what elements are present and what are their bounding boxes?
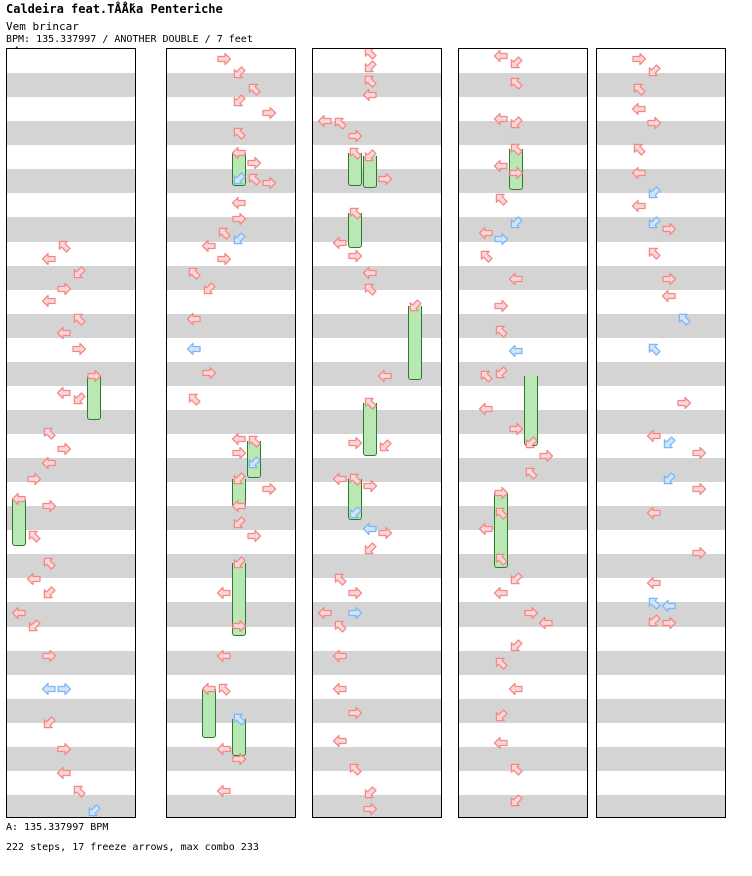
- note-arrow-right: [347, 705, 363, 721]
- note-arrow-down: [362, 541, 378, 557]
- note-arrow-up: [231, 125, 247, 141]
- note-arrow-down: [493, 708, 509, 724]
- note-arrow-left: [631, 165, 647, 181]
- note-arrow-up: [478, 248, 494, 264]
- note-arrow-left: [41, 681, 57, 697]
- note-arrow-left: [11, 491, 27, 507]
- note-arrow-up: [332, 571, 348, 587]
- chart-column-4[interactable]: [596, 48, 726, 818]
- note-arrow-up: [246, 81, 262, 97]
- note-arrow-right: [508, 165, 524, 181]
- note-arrow-down: [646, 613, 662, 629]
- note-arrow-right: [231, 211, 247, 227]
- note-arrow-up: [216, 681, 232, 697]
- note-arrow-left: [41, 293, 57, 309]
- note-arrow-left: [493, 158, 509, 174]
- note-arrow-left: [362, 87, 378, 103]
- note-arrow-right: [347, 605, 363, 621]
- note-arrow-down: [661, 471, 677, 487]
- note-arrow-right: [676, 395, 692, 411]
- note-arrow-right: [538, 448, 554, 464]
- note-arrow-left: [332, 733, 348, 749]
- note-arrow-up: [631, 141, 647, 157]
- chart-column-0[interactable]: [6, 48, 136, 818]
- note-arrow-left: [216, 648, 232, 664]
- note-arrow-right: [41, 648, 57, 664]
- note-arrow-right: [523, 605, 539, 621]
- freeze-arrow-tail: [348, 241, 362, 248]
- note-arrow-right: [231, 751, 247, 767]
- note-arrow-left: [332, 471, 348, 487]
- note-arrow-right: [71, 341, 87, 357]
- note-arrow-right: [56, 281, 72, 297]
- note-arrow-up: [646, 595, 662, 611]
- note-arrow-right: [362, 478, 378, 494]
- note-arrow-down: [231, 93, 247, 109]
- freeze-arrow-tail: [87, 413, 101, 420]
- freeze-arrow-tail: [202, 731, 216, 738]
- note-arrow-up: [26, 528, 42, 544]
- note-arrow-down: [508, 793, 524, 809]
- note-arrow-up: [231, 711, 247, 727]
- measure-band: [7, 169, 135, 193]
- note-arrow-left: [186, 341, 202, 357]
- note-arrow-up: [493, 191, 509, 207]
- note-arrow-left: [56, 385, 72, 401]
- note-arrow-up: [508, 141, 524, 157]
- note-arrow-up: [347, 205, 363, 221]
- note-arrow-up: [493, 551, 509, 567]
- note-arrow-left: [493, 48, 509, 64]
- note-arrow-down: [646, 63, 662, 79]
- note-arrow-up: [216, 225, 232, 241]
- freeze-arrow-body: [524, 376, 538, 439]
- note-arrow-left: [478, 401, 494, 417]
- footer-stats: 222 steps, 17 freeze arrows, max combo 233: [6, 842, 259, 853]
- note-arrow-right: [261, 481, 277, 497]
- note-arrow-right: [377, 171, 393, 187]
- note-arrow-left: [493, 585, 509, 601]
- note-arrow-right: [347, 248, 363, 264]
- freeze-arrow-tail: [363, 449, 377, 456]
- note-arrow-down: [407, 298, 423, 314]
- note-arrow-down: [231, 555, 247, 571]
- note-arrow-up: [347, 145, 363, 161]
- note-arrow-right: [347, 435, 363, 451]
- freeze-arrow-tail: [247, 471, 261, 478]
- note-arrow-right: [246, 155, 262, 171]
- chart-column-2[interactable]: [312, 48, 442, 818]
- note-arrow-up: [676, 311, 692, 327]
- note-arrow-left: [332, 235, 348, 251]
- note-arrow-left: [646, 575, 662, 591]
- note-arrow-down: [246, 455, 262, 471]
- note-arrow-right: [26, 471, 42, 487]
- measure-band: [7, 651, 135, 675]
- measure-band: [459, 314, 587, 338]
- measure-band: [597, 795, 725, 818]
- note-arrow-down: [41, 715, 57, 731]
- chart-column-3[interactable]: [458, 48, 588, 818]
- note-arrow-left: [201, 681, 217, 697]
- note-arrow-left: [332, 648, 348, 664]
- note-arrow-right: [216, 51, 232, 67]
- note-arrow-down: [508, 571, 524, 587]
- note-arrow-right: [246, 528, 262, 544]
- note-arrow-down: [201, 281, 217, 297]
- note-arrow-up: [523, 465, 539, 481]
- note-arrow-right: [631, 51, 647, 67]
- note-arrow-left: [231, 498, 247, 514]
- note-arrow-right: [261, 105, 277, 121]
- note-arrow-left: [493, 735, 509, 751]
- note-arrow-up: [646, 341, 662, 357]
- note-arrow-down: [362, 148, 378, 164]
- note-arrow-left: [508, 343, 524, 359]
- note-arrow-right: [231, 618, 247, 634]
- note-arrow-right: [661, 271, 677, 287]
- note-arrow-left: [493, 111, 509, 127]
- note-arrow-up: [332, 618, 348, 634]
- note-arrow-right: [201, 365, 217, 381]
- note-arrow-left: [631, 198, 647, 214]
- note-arrow-down: [362, 785, 378, 801]
- freeze-arrow-tail: [363, 181, 377, 188]
- note-arrow-up: [493, 655, 509, 671]
- note-arrow-down: [646, 215, 662, 231]
- note-arrow-right: [347, 128, 363, 144]
- measure-band: [313, 699, 441, 723]
- note-arrow-up: [362, 281, 378, 297]
- note-arrow-left: [661, 598, 677, 614]
- measure-band: [597, 747, 725, 771]
- note-arrow-left: [362, 265, 378, 281]
- measure-band: [7, 362, 135, 386]
- note-arrow-right: [261, 175, 277, 191]
- freeze-arrow-tail: [348, 179, 362, 186]
- note-arrow-left: [201, 238, 217, 254]
- note-arrow-up: [508, 761, 524, 777]
- note-arrow-down: [41, 585, 57, 601]
- note-arrow-down: [508, 215, 524, 231]
- note-arrow-down: [231, 471, 247, 487]
- note-arrow-up: [478, 368, 494, 384]
- note-arrow-up: [508, 75, 524, 91]
- measure-band: [597, 699, 725, 723]
- measure-band: [597, 651, 725, 675]
- note-arrow-left: [508, 271, 524, 287]
- note-arrow-left: [631, 101, 647, 117]
- note-arrow-right: [347, 585, 363, 601]
- note-arrow-left: [377, 368, 393, 384]
- note-arrow-up: [347, 761, 363, 777]
- note-arrow-up: [186, 265, 202, 281]
- note-arrow-down: [71, 391, 87, 407]
- note-arrow-left: [231, 195, 247, 211]
- freeze-arrow-tail: [12, 539, 26, 546]
- note-arrow-right: [231, 445, 247, 461]
- note-arrow-left: [362, 521, 378, 537]
- note-arrow-left: [11, 605, 27, 621]
- note-arrow-right: [493, 231, 509, 247]
- note-arrow-right: [691, 445, 707, 461]
- note-arrow-down: [508, 115, 524, 131]
- note-arrow-left: [186, 311, 202, 327]
- note-arrow-right: [86, 368, 102, 384]
- note-arrow-down: [231, 171, 247, 187]
- note-arrow-right: [56, 441, 72, 457]
- measure-band: [7, 121, 135, 145]
- note-arrow-up: [493, 505, 509, 521]
- note-arrow-left: [317, 113, 333, 129]
- note-arrow-left: [26, 571, 42, 587]
- note-arrow-up: [631, 81, 647, 97]
- footer-bpm: A: 135.337997 BPM: [6, 822, 109, 833]
- note-arrow-left: [216, 741, 232, 757]
- note-arrow-right: [661, 615, 677, 631]
- note-arrow-left: [646, 428, 662, 444]
- measure-band: [459, 651, 587, 675]
- note-arrow-up: [41, 555, 57, 571]
- note-arrow-left: [216, 783, 232, 799]
- note-arrow-up: [71, 311, 87, 327]
- measure-band: [597, 362, 725, 386]
- measure-band: [7, 699, 135, 723]
- note-arrow-right: [691, 545, 707, 561]
- measure-band: [313, 410, 441, 434]
- note-arrow-left: [231, 145, 247, 161]
- note-arrow-down: [231, 231, 247, 247]
- note-arrow-right: [41, 498, 57, 514]
- measure-band: [7, 410, 135, 434]
- note-arrow-down: [231, 65, 247, 81]
- note-arrow-left: [508, 681, 524, 697]
- note-arrow-up: [186, 391, 202, 407]
- note-arrow-left: [41, 455, 57, 471]
- note-arrow-left: [216, 585, 232, 601]
- note-arrow-right: [493, 485, 509, 501]
- freeze-arrow-body: [408, 306, 422, 373]
- freeze-arrow-tail: [408, 373, 422, 380]
- note-arrow-right: [56, 741, 72, 757]
- note-arrow-down: [493, 365, 509, 381]
- measure-band: [459, 699, 587, 723]
- measure-band: [167, 362, 295, 386]
- note-arrow-left: [478, 521, 494, 537]
- note-arrow-down: [508, 55, 524, 71]
- note-arrow-left: [41, 251, 57, 267]
- freeze-arrow-tail: [509, 183, 523, 190]
- note-arrow-left: [332, 681, 348, 697]
- chart-column-1[interactable]: [166, 48, 296, 818]
- note-arrow-left: [478, 225, 494, 241]
- note-arrow-right: [377, 525, 393, 541]
- note-arrow-down: [646, 185, 662, 201]
- note-arrow-up: [246, 171, 262, 187]
- note-arrow-left: [646, 505, 662, 521]
- note-arrow-right: [493, 298, 509, 314]
- note-arrow-up: [71, 783, 87, 799]
- note-arrow-up: [332, 115, 348, 131]
- note-arrow-down: [26, 618, 42, 634]
- note-arrow-right: [661, 221, 677, 237]
- measure-band: [7, 506, 135, 530]
- note-arrow-down: [377, 438, 393, 454]
- song-title: Vem brincar: [6, 20, 79, 33]
- note-arrow-left: [56, 765, 72, 781]
- note-arrow-up: [646, 245, 662, 261]
- note-arrow-down: [661, 435, 677, 451]
- note-arrow-right: [216, 251, 232, 267]
- note-arrow-right: [508, 421, 524, 437]
- note-arrow-left: [661, 288, 677, 304]
- note-arrow-right: [646, 115, 662, 131]
- note-arrow-right: [691, 481, 707, 497]
- note-arrow-down: [231, 515, 247, 531]
- measure-band: [597, 314, 725, 338]
- note-arrow-right: [56, 681, 72, 697]
- measure-band: [313, 747, 441, 771]
- note-arrow-up: [347, 471, 363, 487]
- note-arrow-up: [493, 323, 509, 339]
- note-arrow-left: [56, 325, 72, 341]
- measure-band: [7, 73, 135, 97]
- note-arrow-down: [523, 435, 539, 451]
- note-arrow-up: [362, 395, 378, 411]
- note-arrow-right: [362, 801, 378, 817]
- note-arrow-down: [71, 265, 87, 281]
- chart-meta: BPM: 135.337997 / ANOTHER DOUBLE / 7 feet: [6, 34, 253, 45]
- page-title: Caldeira feat.TÅ̃Å̌ka Penteriche: [6, 2, 223, 16]
- note-arrow-up: [56, 238, 72, 254]
- note-arrow-up: [41, 425, 57, 441]
- note-arrow-up: [246, 433, 262, 449]
- note-arrow-down: [86, 803, 102, 818]
- note-arrow-left: [317, 605, 333, 621]
- note-arrow-down: [347, 505, 363, 521]
- note-arrow-down: [508, 638, 524, 654]
- note-arrow-left: [538, 615, 554, 631]
